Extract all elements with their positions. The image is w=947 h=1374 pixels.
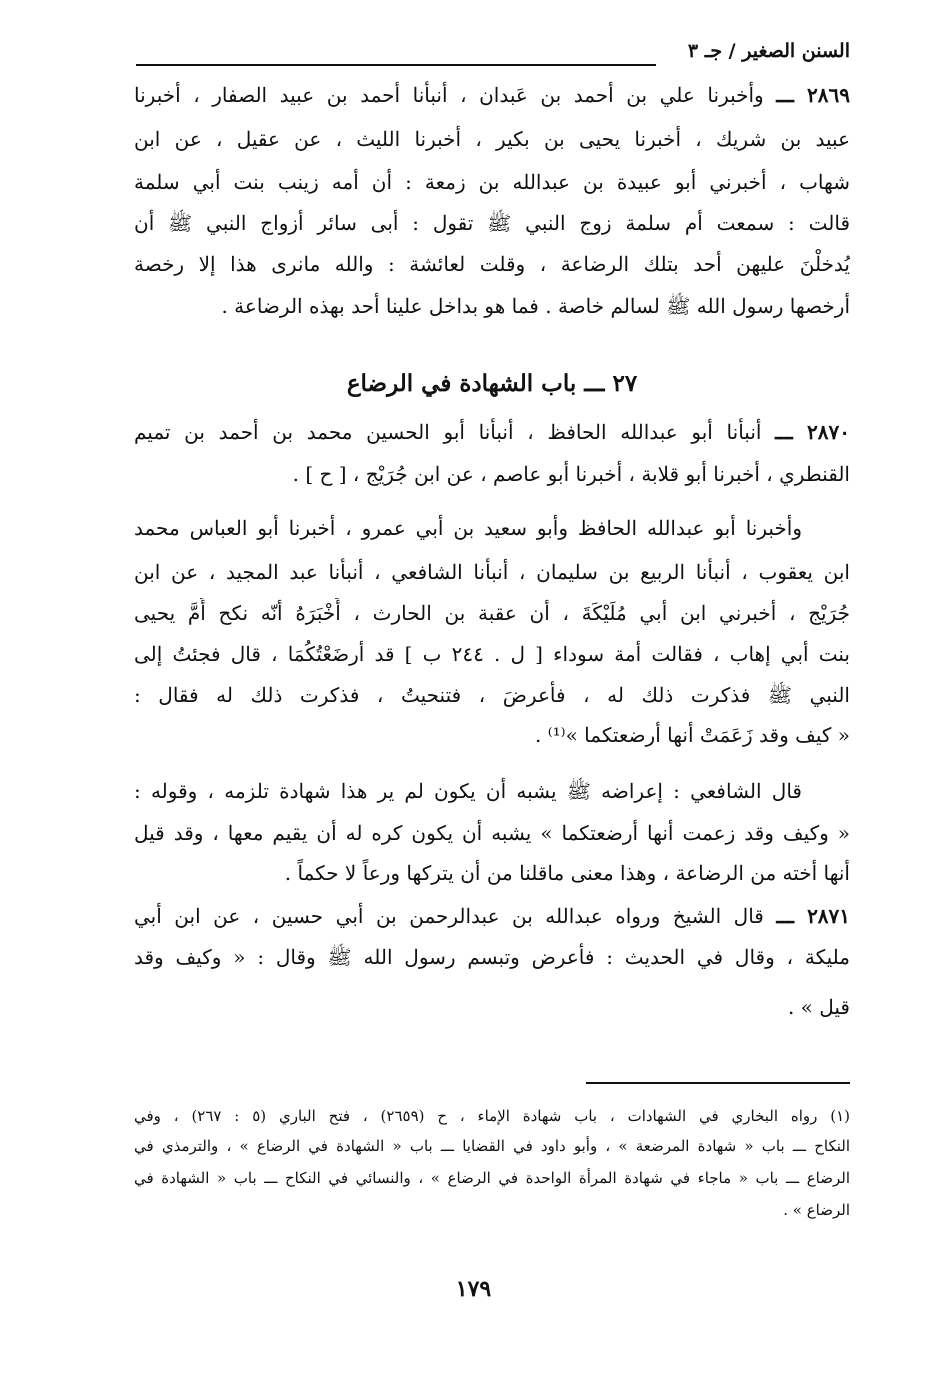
hadith-2870-line-2: القنطري ، أخبرنا أبو قلابة ، أخبرنا أبو عاصم ، عن ابن جُرَيْج ، [ ح ] . bbox=[292, 462, 850, 486]
hadith-2871-line-1 bbox=[134, 901, 850, 935]
running-title: السنن الصغير / جـ ٣ bbox=[687, 40, 850, 62]
hadith-2869-line-1 bbox=[134, 80, 850, 114]
hadith-2869-line-4: قالت : سمعت أم سلمة زوج النبي ﷺ تقول : أبى سائر أزواج النبي ﷺ أن bbox=[134, 211, 850, 235]
shafii-comment-line-1: قال الشافعي : إعراضه ﷺ يشبه أن يكون لم ير هذا شهادة تلزمه ، وقوله : bbox=[134, 779, 802, 803]
page-number: ١٧٩ bbox=[455, 1276, 492, 1302]
hadith-2870-chain-line-2: ابن يعقوب ، أنبأنا الربيع بن سليمان ، أنبأنا الشافعي ، أنبأنا عبد المجيد ، عن ابن bbox=[134, 560, 850, 584]
footnote-line-1: (١) رواه البخاري في الشهادات ، باب شهادة الإماء ، ح (٢٦٥٩) ، فتح الباري (٥ : ٢٦٧) ، وفي bbox=[134, 1107, 850, 1125]
hadith-2871-line-2: مليكة ، وقال في الحديث : فأعرض وتبسم رسول الله ﷺ وقال : « وكيف وقد bbox=[134, 945, 850, 969]
header-rule bbox=[136, 64, 656, 66]
hadith-number: ٢٨٧١ ـــ bbox=[776, 904, 850, 928]
footnote-rule bbox=[586, 1082, 850, 1084]
hadith-text: وأخبرنا علي بن أحمد بن عَبدان ، أنبأنا أحمد بن عبيد الصفار ، أخبرنا bbox=[134, 83, 764, 107]
hadith-2869-line-6: أرخصها رسول الله ﷺ لسالم خاصة . فما هو بداخل علينا أحد بهذه الرضاعة . bbox=[221, 294, 850, 318]
hadith-2870-chain-line-3: جُرَيْج ، أخبرني ابن أبي مُلَيْكَةَ ، أن عقبة بن الحارث ، أَخْبَرَهُ أنّه نكح أُمَّ يحيى bbox=[134, 601, 850, 625]
hadith-number: ٢٨٦٩ ـــ bbox=[776, 83, 850, 107]
hadith-2870-chain-line-5: النبي ﷺ فذكرت ذلك له ، فأعرضَ ، فتنحيتُ ، فذكرت ذلك له فقال : bbox=[134, 683, 850, 707]
hadith-2870-line-1 bbox=[134, 417, 850, 451]
hadith-2870-chain-line-4: بنت أبي إهاب ، فقالت أمة سوداء [ ل . ٢٤٤ ب ] قد أرضَعْتُكُمَا ، قال فجئتُ إلى bbox=[134, 642, 850, 666]
hadith-2870-chain-line-1: وأخبرنا أبو عبدالله الحافظ وأبو سعيد بن أبي عمرو ، أخبرنا أبو العباس محمد bbox=[134, 516, 802, 540]
footnote-line-2: النكاح ـــ باب « شهادة المرضعة » ، وأبو داود في القضايا ـــ باب « الشهادة في الرضاع » ، والترمذي في bbox=[134, 1137, 850, 1155]
hadith-2869-line-2: عبيد بن شريك ، أخبرنا يحيى بن بكير ، أخبرنا الليث ، عن عقيل ، عن ابن bbox=[134, 127, 850, 151]
hadith-2871-line-3: قيل » . bbox=[787, 995, 850, 1019]
hadith-number: ٢٨٧٠ ـــ bbox=[775, 420, 850, 444]
chapter-title: ٢٧ ـــ باب الشهادة في الرضاع bbox=[346, 370, 638, 397]
hadith-text: أنبأنا أبو عبدالله الحافظ ، أنبأنا أبو الحسين محمد بن أحمد بن تميم bbox=[134, 420, 762, 444]
running-header bbox=[136, 40, 850, 70]
hadith-2870-chain-line-6: « كيف وقد زَعَمَتْ أنها أرضعتكما »⁽¹⁾ . bbox=[535, 723, 850, 747]
footnote-line-3: الرضاع ـــ باب « ماجاء في شهادة المرأة الواحدة في الرضاع » ، والنسائي في النكاح ـــ باب « الشهادة في bbox=[134, 1169, 850, 1187]
hadith-2869-line-3: شهاب ، أخبرني أبو عبيدة بن عبدالله بن زمعة : أن أمه زينب بنت أبي سلمة bbox=[134, 170, 850, 194]
shafii-comment-line-3: أنها أخته من الرضاعة ، وهذا معنى ماقلنا من أن يتركها ورعاً لا حكماً . bbox=[284, 861, 850, 885]
shafii-comment-line-2: « وكيف وقد زعمت أنها أرضعتكما » يشبه أن يكون كره له أن يقيم معها ، وقد قيل bbox=[134, 821, 850, 845]
hadith-2869-line-5: يُدخلْنَ عليهن أحد بتلك الرضاعة ، وقلت لعائشة : والله مانرى هذا إلا رخصة bbox=[134, 252, 850, 276]
footnote-line-4: الرضاع » . bbox=[783, 1201, 850, 1219]
hadith-text: قال الشيخ ورواه عبدالله بن عبدالرحمن بن أبي حسين ، عن ابن أبي bbox=[134, 904, 764, 928]
